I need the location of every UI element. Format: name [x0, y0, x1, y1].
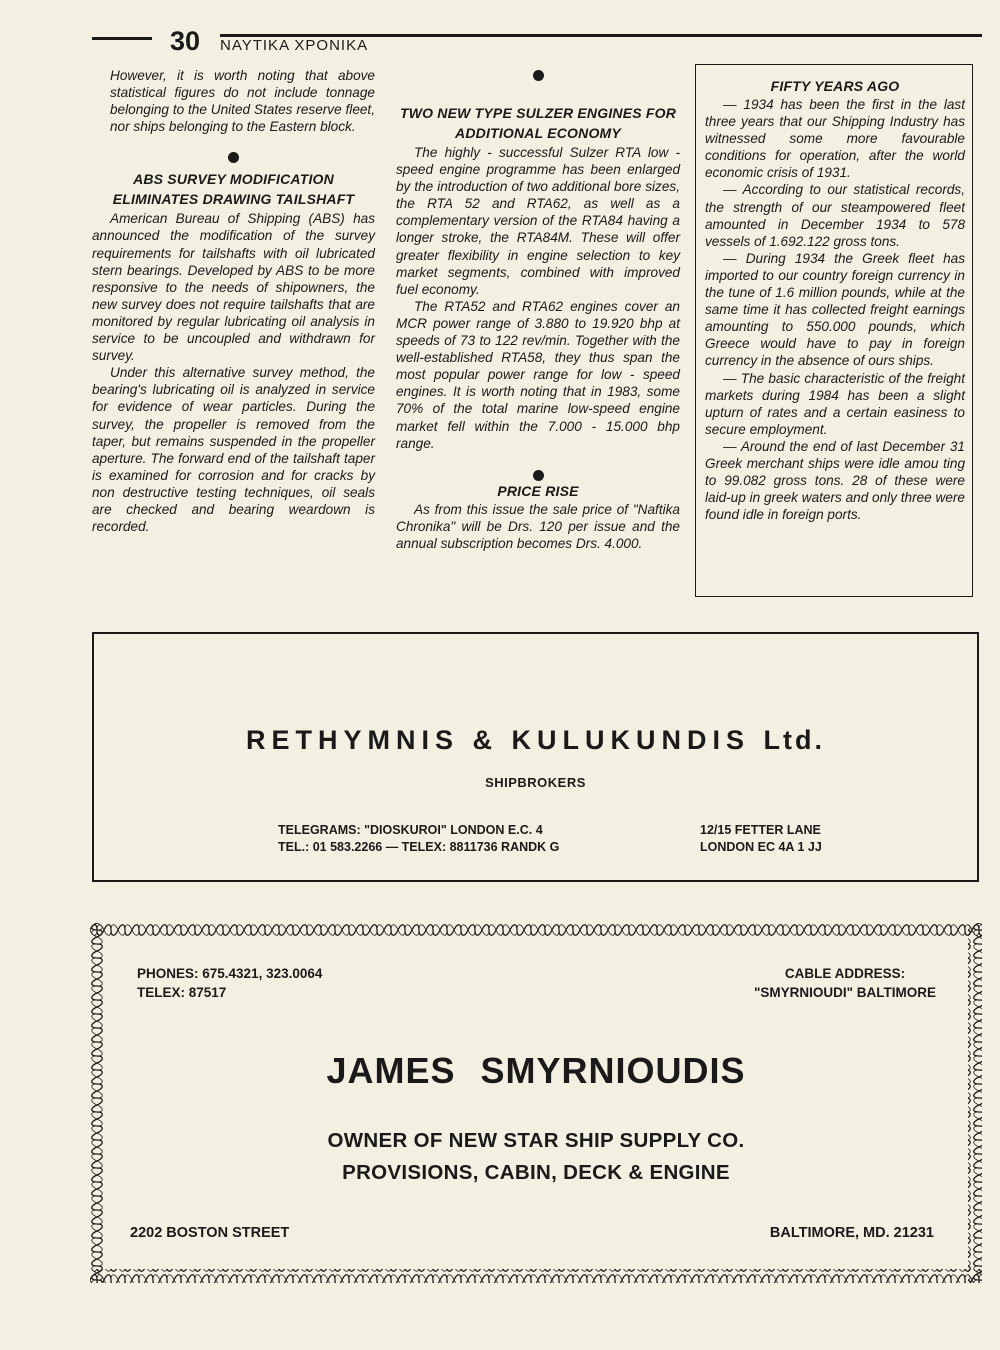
street-address: 2202 BOSTON STREET	[130, 1225, 290, 1241]
telegrams-line: TELEGRAMS: "DIOSKUROI" LONDON E.C. 4	[278, 823, 543, 837]
cable-value: "SMYRNIOUDI" BALTIMORE	[753, 985, 936, 1000]
owner-line: OWNER OF NEW STAR SHIP SUPPLY CO.	[327, 1129, 745, 1152]
ad-subtitle: SHIPBROKERS	[485, 775, 586, 790]
address-line-2: LONDON EC 4A 1 JJ	[700, 840, 822, 854]
column-left	[92, 67, 375, 535]
ad-company-name	[94, 725, 977, 756]
company-name-text: RETHYMNIS & KULUKUNDIS	[245, 725, 750, 755]
cable-address-block	[754, 964, 936, 1002]
company-suffix: Ltd.	[763, 725, 825, 755]
fifty-years-ago-box	[695, 64, 973, 597]
price-rise-title: PRICE RISE	[497, 482, 579, 499]
page-number: 30	[170, 26, 201, 56]
rethymnis-advertisement	[92, 632, 979, 882]
statistics-note: However, it is worth noting that above statistical figures do not include tonnage belonging to the United States reserve fleet, nor ships belonging to the Eastern block.	[110, 68, 375, 135]
ad-contact-left	[278, 822, 559, 856]
ad-owner-block	[90, 1125, 982, 1189]
page-header	[92, 26, 982, 60]
fifty-years-item-3: — During 1934 the Greek fleet has imported to our country foreign currency in the tune of 1.6 million pounds, while at the same time it has collected freight earnings amounting to 550.000 pounds, which Greece would have to pay in foreign currency in the absence of ours ships.	[705, 250, 965, 369]
sulzer-paragraph-1: The highly - successful Sulzer RTA low - speed engine programme has been enlarged by the introduction of two additional bore sizes, the RTA 52 and RTA62, as well as a complementary version of the RTA84 having a longer stroke, the RTA84M. These will offer greater flexibility in engine selection to key market segments, combined with improved fuel economy.	[396, 145, 680, 297]
abs-paragraph-1: American Bureau of Shipping (ABS) has announced the modification of the survey requirements for tailshafts with oil lubricated stern bearings. Developed by ABS to be more responsive to the needs of shipowners, the new survey does not require tailshafts that are monitored by regular lubricating oil analysis in service to be uncoupled and withdrawn for survey.	[92, 211, 375, 364]
city-address: BALTIMORE, MD. 21231	[769, 1225, 934, 1241]
sulzer-article-title: TWO NEW TYPE SULZER ENGINES FOR ADDITIONAL ECONOMY	[399, 105, 677, 141]
ad-address	[700, 822, 822, 856]
sulzer-paragraph-2: The RTA52 and RTA62 engines cover an MCR power range of 3.880 to 19.920 bhp at speeds of 73 to 122 rev/min. Together with the well-established RTA58, they thus span the most popular power range for low - speed engines. It is worth noting that in 1983, some 70% of the total marine low-speed engine market fell within the 7.000 - 15.000 bhp range.	[396, 298, 680, 451]
section-bullet	[533, 470, 544, 481]
ad-person-name: JAMES SMYRNIOUDIS	[326, 1050, 746, 1091]
smyrnioudis-advertisement	[90, 923, 982, 1283]
products-line: PROVISIONS, CABIN, DECK & ENGINE	[342, 1161, 730, 1184]
column-middle	[396, 67, 680, 552]
section-bullet	[228, 152, 239, 163]
phones-line: PHONES: 675.4321, 323.0064	[137, 966, 323, 981]
cable-label: CABLE ADDRESS:	[784, 966, 906, 981]
fifty-years-item-4: — The basic characteristic of the freight markets during 1984 has been a slight upturn of rates and a certain easiness to secure employment.	[705, 370, 965, 437]
fifty-years-item-2: — According to our statistical records, the strength of our steampowered fleet amounted in December 1934 to 578 vessels of 1.692.122 gross tons.	[705, 182, 965, 249]
fifty-years-ago-title: FIFTY YEARS AGO	[770, 78, 900, 94]
fifty-years-item-1: — 1934 has been the first in the last three years that our Shipping Industry has witnessed some more favourable conditions for operation, after the world economic crisis of 1931.	[705, 97, 965, 181]
header-rule-left	[92, 37, 152, 40]
section-bullet	[533, 70, 544, 81]
telex-line: TELEX: 87517	[137, 985, 227, 1000]
abs-article-title: ABS SURVEY MODIFICATION ELIMINATES DRAWING TAILSHAFT	[112, 171, 355, 208]
fifty-years-item-5: — Around the end of last December 31 Greek merchant ships were idle amou ting to 99.082 gross tons. 28 of these were laid-up in greek waters and only three were found idle in foreign ports.	[705, 438, 965, 523]
magazine-title: ΝΑΥΤΙΚΑ ΧΡΟΝΙΚΑ	[220, 37, 369, 54]
price-rise-text: As from this issue the sale price of "Naftika Chronika" will be Drs. 120 per issue and the annual subscription becomes Drs. 4.000.	[396, 501, 680, 551]
telephone-line: TEL.: 01 583.2266 — TELEX: 8811736 RANDK G	[278, 840, 560, 854]
phones-block	[137, 964, 322, 1002]
abs-paragraph-2: Under this alternative survey method, the bearing's lubricating oil is analyzed in service for evidence of wear particles. During the survey, the propeller is removed from the taper, but remains suspended in the propeller aperture. The forward end of the tailshaft taper is examined for corrosion and for cracks by non destructive testing techniques, oil seals are checked and bearing weardown is recorded.	[92, 365, 375, 535]
address-line-1: 12/15 FETTER LANE	[700, 823, 821, 837]
